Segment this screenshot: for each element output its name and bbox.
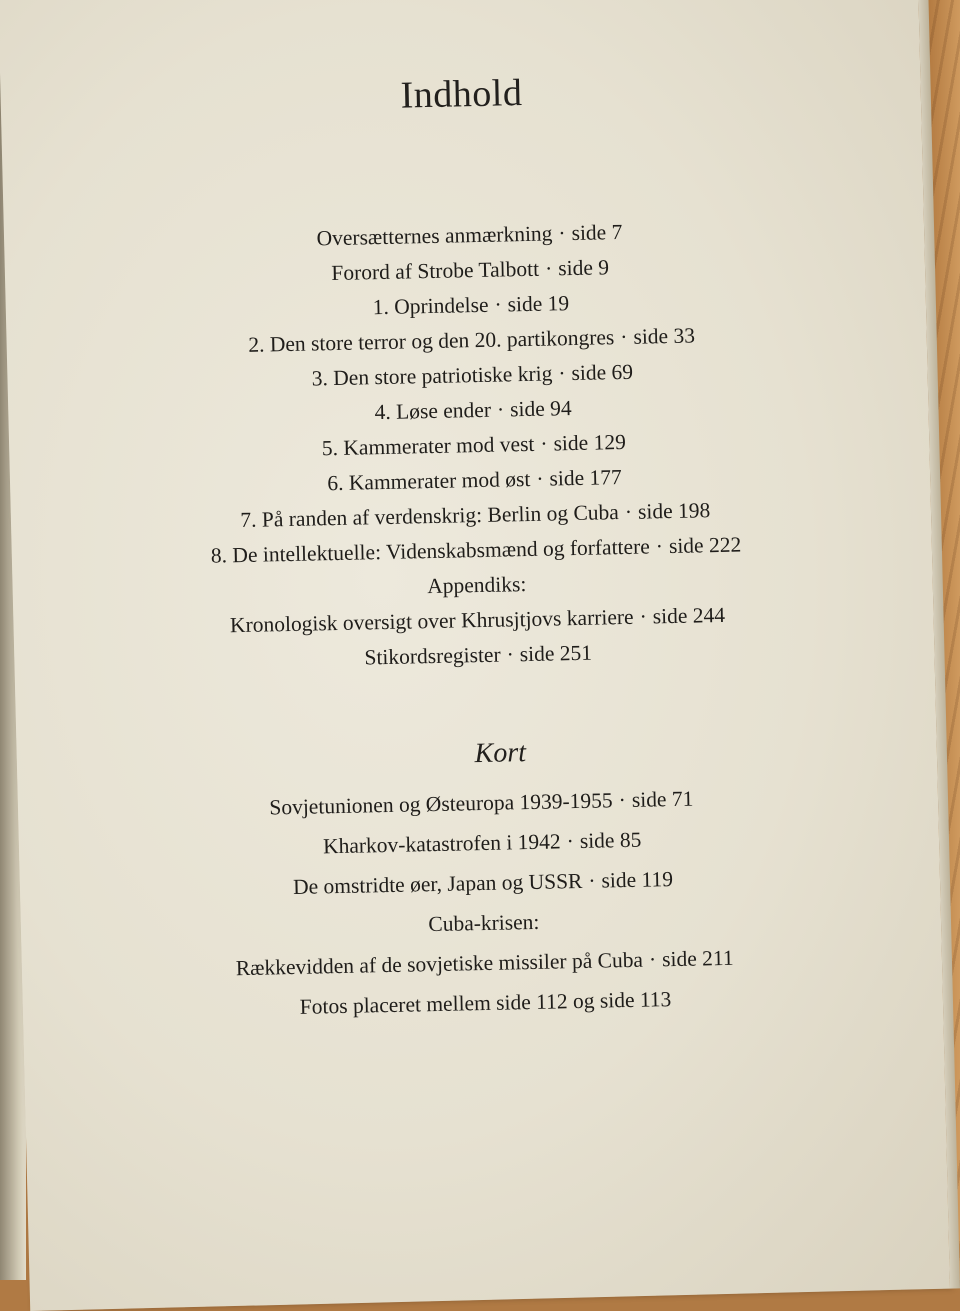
toc-entry-page: side 69 [571,359,634,386]
map-entry [10,980,960,1026]
map-entry-page: side 71 [631,786,694,812]
toc-entry-page: side 19 [507,291,570,317]
separator-dot: · [536,466,544,491]
separator-dot: · [588,868,596,893]
toc-entry-title: 1. Oprindelse [372,292,489,320]
map-entry-title: Cuba-krisen: [428,909,540,937]
maps-heading: Kort [474,737,527,770]
toc-entry-title: 5. Kammerater mod vest [321,431,535,461]
separator-dot: · [558,221,566,246]
toc-entry-page: side 251 [519,640,593,667]
toc-entry-page: side 244 [652,602,726,629]
separator-dot: · [494,292,502,317]
toc-entry-page: side 94 [509,396,572,422]
separator-dot: · [506,642,515,667]
toc-entry-title: 8. De intellektuelle: Videnskabsmænd og forfattere [210,534,651,568]
map-entry-title: Fotos placeret mellem side 112 og side 113 [299,987,672,1019]
separator-dot: · [618,788,627,813]
toc-entry-title: 4. Løse ender [374,397,492,425]
map-entry-title: Sovjetunionen og Østeuropa 1939-1955 [269,788,613,820]
toc-entry-page: side 198 [637,498,711,524]
map-entry-page: side 119 [601,867,674,893]
separator-dot: · [655,534,664,559]
separator-dot: · [648,947,657,972]
separator-dot: · [540,431,548,456]
toc-entry-page: side 7 [571,219,623,246]
map-entry-title: Rækkevidden af de sovjetiske missiler på Cuba [235,947,644,981]
separator-dot: · [558,361,566,386]
map-entry [7,820,957,866]
toc-entry-title: 6. Kammerater mod øst [327,466,531,496]
toc-entry-title: 7. På randen af verdenskrig: Berlin og Cuba [240,500,620,533]
map-entry-page: side 211 [661,945,734,972]
page-heading: Indhold [400,72,523,117]
map-entry-title: Kharkov-katastrofen i 1942 [322,829,561,859]
toc-entry-title: Forord af Strobe Talbott [331,256,540,286]
toc-entry-page: side 177 [549,465,623,491]
toc-entry-title: Appendiks: [426,572,527,599]
toc-entry-title: Stikordsregister [364,642,501,670]
separator-dot: · [566,829,575,854]
toc-entry-page: side 222 [668,532,742,559]
map-entry [10,940,960,986]
toc-entry-page: side 9 [557,255,610,281]
toc-entry-title: 2. Den store terror og den 20. partikongres [248,325,615,357]
toc-entry-page: side 33 [633,323,696,349]
separator-dot: · [496,397,505,422]
map-entry-page: side 85 [579,827,642,853]
toc-entry-title: 3. Den store patriotiske krig [311,361,553,391]
separator-dot: · [620,324,628,350]
map-entry [9,900,959,946]
map-entry [8,860,958,906]
separator-dot: · [624,499,633,524]
toc-entry-title: Oversætternes anmærkning [316,221,553,251]
map-entry [6,780,956,826]
map-entry-title: De omstridte øer, Japan og USSR [292,868,583,899]
separator-dot: · [639,604,647,629]
separator-dot: · [544,256,553,281]
toc-entry-page: side 129 [553,429,627,456]
toc-entry-title: Kronologisk oversigt over Khrusjtjovs karriere [229,604,634,638]
